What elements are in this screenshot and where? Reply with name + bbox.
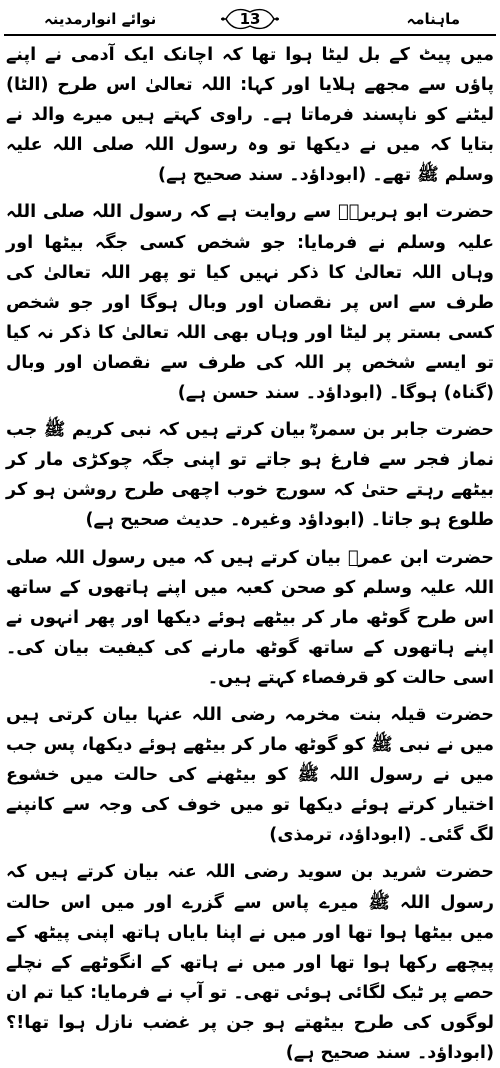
paragraph: حضرت جابر بن سمرہؓ بیان کرتے ہیں کہ نبی کریم ﷺ جب نماز فجر سے فارغ ہو جاتے تو اپنی جگہ چوکڑی مار کر بیٹھے رہتے حتیٰ کہ سورج خوب اچھی طرح روشن ہو کر طلوع ہو جاتا۔ (ابوداؤد وغیرہ۔ حدیث صحیح ہے) [6, 420, 494, 531]
magazine-subtitle: نوائے انوارمدینہ [44, 10, 157, 28]
paragraph: حضرت قیلہ بنت مخرمہ رضی اللہ عنہا بیان کرتی ہیں میں نے نبی ﷺ کو گوٹھ مار کر بیٹھے ہوئے دیکھا، پس جب میں نے رسول اللہ ﷺ کو بیٹھنے کی حالت میں خشوع اختیار کرتے ہوئے دیکھا تو میں خوف کی وجہ سے کانپنے لگ گئی۔ (ابوداؤد، ترمذی) [6, 704, 494, 846]
paragraph: حضرت شرید بن سوید رضی اللہ عنہ بیان کرتے ہیں کہ رسول اللہ ﷺ میرے پاس سے گزرے اور میں اس حالت میں بیٹھا ہوا تھا اور میں نے اپنا بایاں ہاتھ اپنی پیٹھ کے پیچھے رکھا ہوا تھا اور میں نے ہاتھ کے انگوٹھے کے نچلے حصے پر ٹیک لگائی ہوئی تھی۔ تو آپ نے فرمایا: کیا تم ان لوگوں کی طرح بیٹھتے ہو جن پر غضب نازل ہوا تھا!؟ (ابوداؤد۔ سند صحیح ہے) [6, 862, 494, 1063]
page-number-ornament [220, 6, 280, 32]
paragraph: حضرت ابو ہریرہؓ سے روایت ہے کہ رسول اللہ صلی اللہ علیہ وسلم نے فرمایا: جو شخص کسی جگہ بیٹھا اور وہاں اللہ تعالیٰ کا ذکر نہیں کیا تو پھر اللہ تعالیٰ کی طرف سے اس پر نقصان اور وبال ہوگا اور جو شخص کسی بستر پر لیٹا اور وہاں بھی اللہ تعالیٰ کا ذکر نہ کیا تو ایسے شخص پر اللہ کی طرف سے نقصان اور وبال (گناہ) ہوگا۔ (ابوداؤد۔ سند حسن ہے) [6, 202, 494, 404]
page-number: 13 [239, 10, 261, 28]
article-body [4, 36, 496, 1068]
magazine-name: ماہنامہ [406, 10, 460, 28]
paragraph: میں پیٹ کے بل لیٹا ہوا تھا کہ اچانک ایک آدمی نے اپنے پاؤں سے مجھے ہلایا اور کہا: اللہ تعالیٰ اس طرح (الٹا) لیٹنے کو ناپسند فرماتا ہے۔ راوی کہتے ہیں میرے والد نے بتایا کہ میں نے دیکھا تو وہ رسول اللہ صلی اللہ علیہ وسلم ﷺ تھے۔ (ابوداؤد۔ سند صحیح ہے) [6, 45, 494, 186]
paragraph: حضرت ابن عمرؓ بیان کرتے ہیں کہ میں رسول اللہ صلی اللہ علیہ وسلم کو صحن کعبہ میں اپنے ہاتھوں کے ساتھ اس طرح گوٹھ مار کر بیٹھے ہوئے دیکھا اور پھر انہوں نے اپنے ہاتھوں کے ساتھ گوٹھ مارنے کی کیفیت بیان کی۔ اسی حالت کو قرفصاء کہتے ہیں۔ [6, 547, 494, 688]
page-header [4, 6, 496, 36]
